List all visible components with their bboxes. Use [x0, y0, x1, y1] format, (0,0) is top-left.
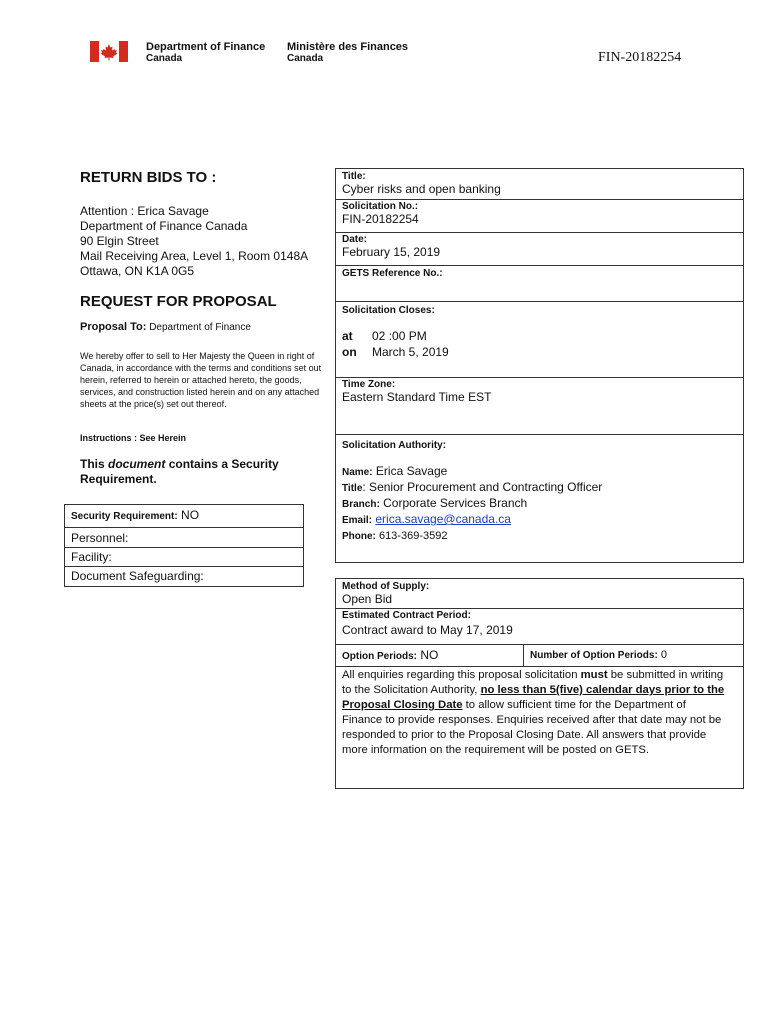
authority-name: Erica Savage	[372, 464, 448, 478]
option-periods-cell: Option Periods: NO	[336, 644, 524, 666]
contract-info-box	[335, 578, 744, 789]
file-number: FIN-20182254	[598, 50, 682, 65]
solicitation-info-box	[335, 168, 744, 563]
solicitation-authority-cell: Solicitation Authority: Name: Erica Savage Title: Senior Procurement and Contracting Officer Branch: Corporate Services Branch Email: erica.savage@canada.ca Phone: 613-369-3592	[336, 434, 743, 562]
gets-reference-cell: GETS Reference No.:	[336, 265, 743, 301]
department-name-fr: Ministère des Finances Canada	[287, 41, 409, 64]
contract-period-cell: Estimated Contract Period: Contract award to May 17, 2019	[336, 608, 743, 644]
authority-title: : Senior Procurement and Contracting Officer	[362, 480, 603, 494]
security-requirement-box	[64, 504, 304, 587]
method-of-supply-cell: Method of Supply: Open Bid	[336, 579, 743, 608]
closing-time: 02 :00 PM	[372, 329, 427, 343]
return-bids-heading: RETURN BIDS TO :	[80, 169, 217, 186]
method-of-supply-value: Open Bid	[342, 592, 393, 606]
department-name-en: Department of Finance Canada	[146, 41, 266, 64]
time-zone-value: Eastern Standard Time EST	[342, 390, 492, 404]
contract-period-value: Contract award to May 17, 2019	[342, 623, 513, 637]
document-safeguarding-row: Document Safeguarding:	[71, 569, 204, 583]
rfp-heading: REQUEST FOR PROPOSAL	[80, 293, 277, 310]
address-line: Department of Finance Canada	[80, 219, 248, 233]
enquiries-notice: All enquiries regarding this proposal solicitation must be submitted in writing to the Solicitation Authority, no less than 5(five) calendar days prior to the Proposal Closing Date to allow sufficient time for the Department of Finance to provide responses. Enquiries received after that date may not be responded to prior to the Proposal Closing Date. All answers that provide more information on the requirement will be posted on GETS.	[336, 666, 743, 788]
date-cell: Date: February 15, 2019	[336, 232, 743, 265]
title-cell: Title: Cyber risks and open banking	[336, 169, 743, 199]
proposal-to	[80, 321, 251, 333]
number-of-option-periods-cell: Number of Option Periods: 0	[524, 644, 743, 666]
address-line: 90 Elgin Street	[80, 234, 159, 248]
address-line: Mail Receiving Area, Level 1, Room 0148A	[80, 249, 309, 263]
address-line: Attention : Erica Savage	[80, 204, 209, 218]
security-notice: This document contains a Security Requirement.	[80, 457, 279, 486]
address-line: Ottawa, ON K1A 0G5	[80, 264, 195, 278]
authority-branch: Corporate Services Branch	[379, 496, 528, 510]
authority-email-link[interactable]: erica.savage@canada.ca	[375, 512, 511, 526]
proposal-to-value: Department of Finance	[146, 322, 251, 333]
solicitation-closes-cell: Solicitation Closes: at 02 :00 PM on March 5, 2019	[336, 301, 743, 377]
personnel-row: Personnel:	[65, 528, 303, 548]
return-address	[80, 204, 308, 279]
closing-date: March 5, 2019	[372, 345, 449, 359]
title-value: Cyber risks and open banking	[342, 182, 501, 196]
offer-text: We hereby offer to sell to Her Majesty the Queen in right of Canada, in accordance with the terms and conditions set out herein, referred to herein or attached hereto, the goods, services, and construction listed herein and on any attached sheets at the price(s) set out thereof.	[80, 351, 322, 409]
authority-phone: 613-369-3592	[375, 530, 448, 542]
canada-flag-icon	[90, 41, 128, 62]
security-requirement-row: Security Requirement: NO	[65, 505, 303, 528]
solicitation-no-value: FIN-20182254	[342, 212, 419, 226]
solicitation-no-cell: Solicitation No.: FIN-20182254	[336, 199, 743, 232]
proposal-to-label: Proposal To:	[80, 321, 147, 333]
facility-row: Facility:	[65, 548, 303, 567]
date-value: February 15, 2019	[342, 245, 441, 259]
time-zone-cell: Time Zone: Eastern Standard Time EST	[336, 377, 743, 434]
instructions: Instructions : See Herein	[80, 433, 187, 443]
